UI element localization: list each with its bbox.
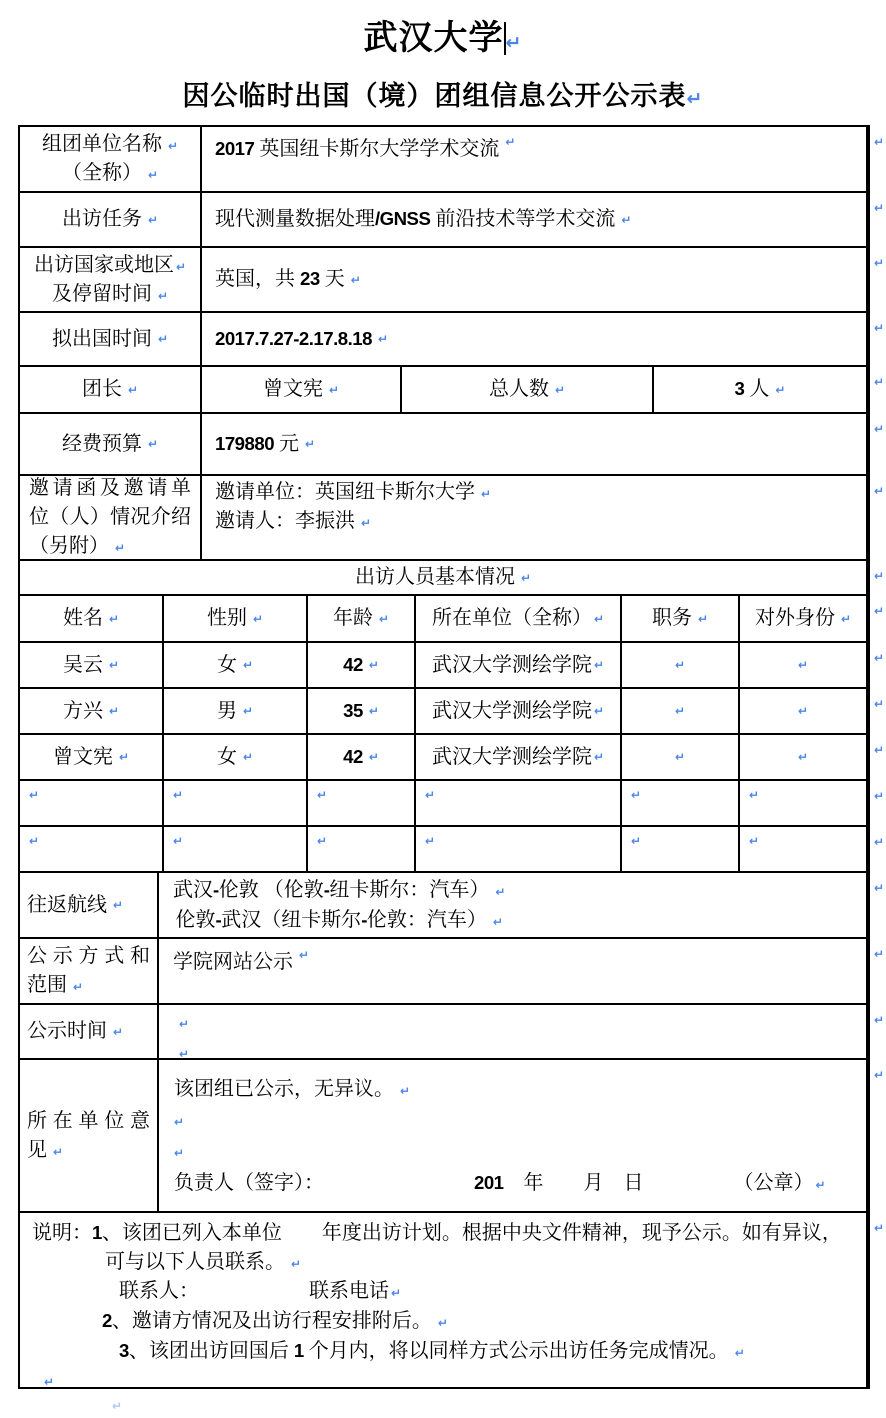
table-row-group-name xyxy=(20,127,868,193)
row-end-mark-icon xyxy=(874,136,884,148)
member-identity-cell[interactable] xyxy=(740,689,868,733)
row-end-mark-icon xyxy=(874,1014,884,1026)
member-duty-cell[interactable] xyxy=(622,689,740,733)
member-age-cell[interactable] xyxy=(308,781,416,825)
cell-end-mark-icon xyxy=(816,1179,826,1191)
row-end-mark-icon xyxy=(874,257,884,269)
notes-line: 说明：1、该团已列入本单位 年度出访计划。根据中央文件精神，现予公示。如有异议， xyxy=(32,1222,842,1244)
cell-end-mark-icon xyxy=(109,613,119,625)
member-identity-cell[interactable] xyxy=(740,827,868,871)
cell-end-mark-icon xyxy=(176,261,186,273)
cell-end-mark-icon xyxy=(128,384,138,396)
cell-end-mark-icon xyxy=(841,613,851,625)
column-header-gender: 性别 ↵ xyxy=(164,596,308,641)
member-gender-cell[interactable] xyxy=(164,781,308,825)
cell-end-mark-icon xyxy=(113,1026,123,1038)
row-end-mark-icon xyxy=(874,652,884,664)
members-section-title-cell: 出访人员基本情况 ↵ xyxy=(20,561,868,594)
cell-end-mark-icon xyxy=(369,659,379,671)
cell-end-mark-icon xyxy=(351,274,361,286)
row-end-mark-icon xyxy=(874,790,884,802)
row-end-mark-icon xyxy=(874,423,884,435)
member-gender-cell[interactable]: 男 ↵ xyxy=(164,689,308,733)
cell-end-mark-icon xyxy=(113,899,123,911)
table-row-route xyxy=(20,873,868,939)
row-end-mark-icon xyxy=(874,485,884,497)
departure-value-cell[interactable]: 2017.7.27-2.17.8.18 ↵ xyxy=(202,313,868,365)
table-row-member xyxy=(20,643,868,689)
member-identity-cell[interactable] xyxy=(740,735,868,779)
member-duty-cell[interactable] xyxy=(622,781,740,825)
member-name-cell[interactable] xyxy=(20,827,164,871)
member-duty-cell[interactable] xyxy=(622,735,740,779)
cell-end-mark-icon xyxy=(675,751,685,763)
member-identity-cell[interactable] xyxy=(740,643,868,687)
cell-end-mark-icon xyxy=(698,613,708,625)
cell-end-mark-icon xyxy=(675,659,685,671)
cell-end-mark-icon xyxy=(495,886,505,898)
member-unit-cell[interactable]: 武汉大学测绘学院 ↵ xyxy=(416,643,622,687)
cell-end-mark-icon xyxy=(369,751,379,763)
mission-value-cell[interactable]: 现代测量数据处理/GNSS 前沿技术等学术交流 ↵ xyxy=(202,193,868,246)
table-row-members-columns xyxy=(20,596,868,643)
destination-label-cell: 出访国家或地区↵ 及停留时间↵ xyxy=(20,248,202,311)
cell-end-mark-icon xyxy=(438,1317,448,1329)
cell-end-mark-icon xyxy=(243,659,253,671)
publicity-method-value-cell[interactable]: 学院网站公示 ↵ xyxy=(159,939,868,1003)
table-row-notes xyxy=(20,1213,868,1387)
member-name-cell[interactable] xyxy=(20,781,164,825)
member-unit-cell[interactable] xyxy=(416,781,622,825)
table-row-member-empty xyxy=(20,827,868,873)
cell-end-mark-icon xyxy=(179,1018,189,1030)
member-age-cell[interactable]: 35 ↵ xyxy=(308,689,416,733)
cell-end-mark-icon xyxy=(631,835,641,847)
cell-end-mark-icon xyxy=(174,1116,184,1128)
column-header-duty: 职务 ↵ xyxy=(622,596,740,641)
column-header-name: 姓名 ↵ xyxy=(20,596,164,641)
cell-end-mark-icon xyxy=(361,517,371,529)
invitation-label-cell: 邀请函及邀请单 位（人）情况介绍 （另附）↵ xyxy=(20,476,202,559)
table-row-members-header xyxy=(20,561,868,596)
row-end-mark-icon xyxy=(874,882,884,894)
cell-end-mark-icon xyxy=(317,789,327,801)
document-subtitle xyxy=(0,74,886,113)
form-table xyxy=(18,125,870,1389)
paragraph-mark-icon xyxy=(687,90,704,109)
paragraph-mark-icon xyxy=(506,34,523,53)
cell-end-mark-icon xyxy=(749,789,759,801)
cell-end-mark-icon xyxy=(253,613,263,625)
cell-end-mark-icon xyxy=(291,1258,301,1270)
cell-end-mark-icon xyxy=(243,751,253,763)
cell-end-mark-icon xyxy=(53,1146,63,1158)
departure-label-cell: 拟出国时间 ↵ xyxy=(20,313,202,365)
member-duty-cell[interactable] xyxy=(622,643,740,687)
cell-end-mark-icon xyxy=(798,705,808,717)
table-row-member xyxy=(20,689,868,735)
total-label-cell: 总人数 ↵ xyxy=(402,367,654,412)
cell-end-mark-icon xyxy=(299,949,309,961)
route-label-cell: 往返航线 ↵ xyxy=(20,873,159,937)
cell-end-mark-icon xyxy=(109,705,119,717)
cell-end-mark-icon xyxy=(798,751,808,763)
cell-end-mark-icon xyxy=(148,169,158,181)
table-row-member-empty xyxy=(20,781,868,827)
member-unit-cell[interactable]: 武汉大学测绘学院 ↵ xyxy=(416,689,622,733)
table-row-publicity-method xyxy=(20,939,868,1005)
total-value-cell[interactable]: 3 人 ↵ xyxy=(654,367,868,412)
cell-end-mark-icon xyxy=(521,572,531,584)
row-end-mark-icon xyxy=(874,836,884,848)
table-row-invitation xyxy=(20,476,868,561)
row-end-mark-icon xyxy=(874,1222,884,1234)
cell-end-mark-icon xyxy=(675,705,685,717)
unit-opinion-label-cell: 所在单位意 见↵ xyxy=(20,1060,159,1211)
route-value-cell[interactable]: 武汉-伦敦 （伦敦-纽卡斯尔：汽车）↵ 伦敦-武汉（纽卡斯尔-伦敦：汽车）↵ xyxy=(159,873,868,937)
table-row-destination xyxy=(20,248,868,313)
column-header-age: 年龄 ↵ xyxy=(308,596,416,641)
row-end-mark-icon xyxy=(874,322,884,334)
cell-end-mark-icon xyxy=(29,835,39,847)
document-title xyxy=(0,10,886,59)
member-gender-cell[interactable]: 女 ↵ xyxy=(164,735,308,779)
member-name-cell[interactable]: 方兴 ↵ xyxy=(20,689,164,733)
cell-end-mark-icon xyxy=(317,835,327,847)
cell-end-mark-icon xyxy=(173,835,183,847)
unit-opinion-value-cell[interactable]: 该团组已公示，无异议。↵ ↵ ↵ 负责人（签字）： 201 年 月 日 （公章） ↵ xyxy=(159,1060,868,1211)
publicity-method-label-cell: 公示方式和 范围↵ xyxy=(20,939,159,1003)
row-end-mark-icon xyxy=(874,605,884,617)
invitation-value-cell[interactable]: 邀请单位：英国纽卡斯尔大学↵ 邀请人：李振洪↵ xyxy=(202,476,868,559)
table-row-member xyxy=(20,735,868,781)
row-end-mark-icon xyxy=(874,1069,884,1081)
cell-end-mark-icon xyxy=(44,1376,54,1388)
member-name-cell[interactable]: 曾文宪 ↵ xyxy=(20,735,164,779)
cell-end-mark-icon xyxy=(378,333,388,345)
member-gender-cell[interactable] xyxy=(164,827,308,871)
row-end-mark-icon xyxy=(874,948,884,960)
cell-end-mark-icon xyxy=(119,751,129,763)
cell-end-mark-icon xyxy=(594,705,604,717)
cell-end-mark-icon xyxy=(73,981,83,993)
row-end-mark-icon xyxy=(874,376,884,388)
table-row-leader xyxy=(20,367,868,414)
cell-end-mark-icon xyxy=(174,1147,184,1159)
cell-end-mark-icon xyxy=(594,613,604,625)
column-header-identity: 对外身份 ↵ xyxy=(740,596,868,641)
member-name-cell[interactable]: 吴云 ↵ xyxy=(20,643,164,687)
member-gender-cell[interactable]: 女 ↵ xyxy=(164,643,308,687)
cell-end-mark-icon xyxy=(594,659,604,671)
cell-end-mark-icon xyxy=(621,214,631,226)
cell-end-mark-icon xyxy=(158,333,168,345)
member-age-cell[interactable]: 42 ↵ xyxy=(308,735,416,779)
member-age-cell[interactable]: 42 ↵ xyxy=(308,643,416,687)
budget-label-cell: 经费预算 ↵ xyxy=(20,414,202,474)
table-row-budget xyxy=(20,414,868,476)
cell-end-mark-icon xyxy=(505,136,515,148)
cell-end-mark-icon xyxy=(749,835,759,847)
member-unit-cell[interactable]: 武汉大学测绘学院 ↵ xyxy=(416,735,622,779)
table-row-mission xyxy=(20,193,868,248)
publicity-time-value-cell[interactable] xyxy=(159,1005,868,1058)
cell-end-mark-icon xyxy=(631,789,641,801)
cell-end-mark-icon xyxy=(798,659,808,671)
budget-value-cell[interactable]: 179880 元 ↵ xyxy=(202,414,868,474)
cell-end-mark-icon xyxy=(735,1347,745,1359)
subtitle-text: 因公临时出国（境）团组信息公开公示表 xyxy=(182,81,687,111)
leader-value-cell[interactable]: 曾文宪 ↵ xyxy=(202,367,402,412)
cell-end-mark-icon xyxy=(148,214,158,226)
cell-end-mark-icon xyxy=(168,140,178,152)
cell-end-mark-icon xyxy=(425,835,435,847)
member-identity-cell[interactable] xyxy=(740,781,868,825)
cell-end-mark-icon xyxy=(243,705,253,717)
cell-end-mark-icon xyxy=(179,1048,189,1060)
cell-end-mark-icon xyxy=(425,789,435,801)
title-text: 武汉大学 xyxy=(363,20,504,57)
cell-end-mark-icon xyxy=(400,1085,410,1097)
cell-end-mark-icon xyxy=(391,1287,401,1299)
row-end-mark-icon xyxy=(874,744,884,756)
cell-end-mark-icon xyxy=(369,705,379,717)
row-end-mark-icon xyxy=(874,202,884,214)
mission-label-cell: 出访任务 ↵ xyxy=(20,193,202,246)
group-name-label-cell: 组团单位名称↵ （全称）↵ xyxy=(20,127,202,191)
table-row-publicity-time xyxy=(20,1005,868,1060)
table-row-unit-opinion xyxy=(20,1060,868,1213)
group-name-value-cell[interactable]: 2017 英国纽卡斯尔大学学术交流 ↵ xyxy=(202,127,868,191)
member-age-cell[interactable] xyxy=(308,827,416,871)
table-row-departure-time xyxy=(20,313,868,367)
cell-end-mark-icon xyxy=(173,789,183,801)
destination-value-cell[interactable]: 英国，共 23 天 ↵ xyxy=(202,248,868,311)
cell-end-mark-icon xyxy=(594,751,604,763)
cell-end-mark-icon xyxy=(29,789,39,801)
row-end-mark-icon xyxy=(874,570,884,582)
cell-end-mark-icon xyxy=(115,542,125,554)
publicity-time-label-cell: 公示时间 ↵ xyxy=(20,1005,159,1058)
member-unit-cell[interactable] xyxy=(416,827,622,871)
cell-end-mark-icon xyxy=(158,290,168,302)
notes-cell[interactable]: 说明：1、该团已列入本单位 年度出访计划。根据中央文件精神，现予公示。如有异议， 可与以下人员联系。 ↵ 联系人： 联系电话 ↵ 2、邀请方情况及出访行程安排附后。 ↵ 3、该团出访回国后 1 个月内，将以同样方式公示出访任务完成情况。 ↵ ↵ xyxy=(20,1213,868,1387)
cell-end-mark-icon xyxy=(148,438,158,450)
cell-end-mark-icon xyxy=(329,384,339,396)
member-duty-cell[interactable] xyxy=(622,827,740,871)
cell-end-mark-icon xyxy=(775,384,785,396)
row-end-mark-icon xyxy=(874,698,884,710)
cell-end-mark-icon xyxy=(379,613,389,625)
cell-end-mark-icon xyxy=(555,384,565,396)
cell-end-mark-icon xyxy=(109,659,119,671)
cell-end-mark-icon xyxy=(305,438,315,450)
column-header-unit: 所在单位（全称） ↵ xyxy=(416,596,622,641)
paragraph-mark-icon xyxy=(112,1400,122,1412)
leader-label-cell: 团长 ↵ xyxy=(20,367,202,412)
cell-end-mark-icon xyxy=(493,916,503,928)
cell-end-mark-icon xyxy=(481,488,491,500)
